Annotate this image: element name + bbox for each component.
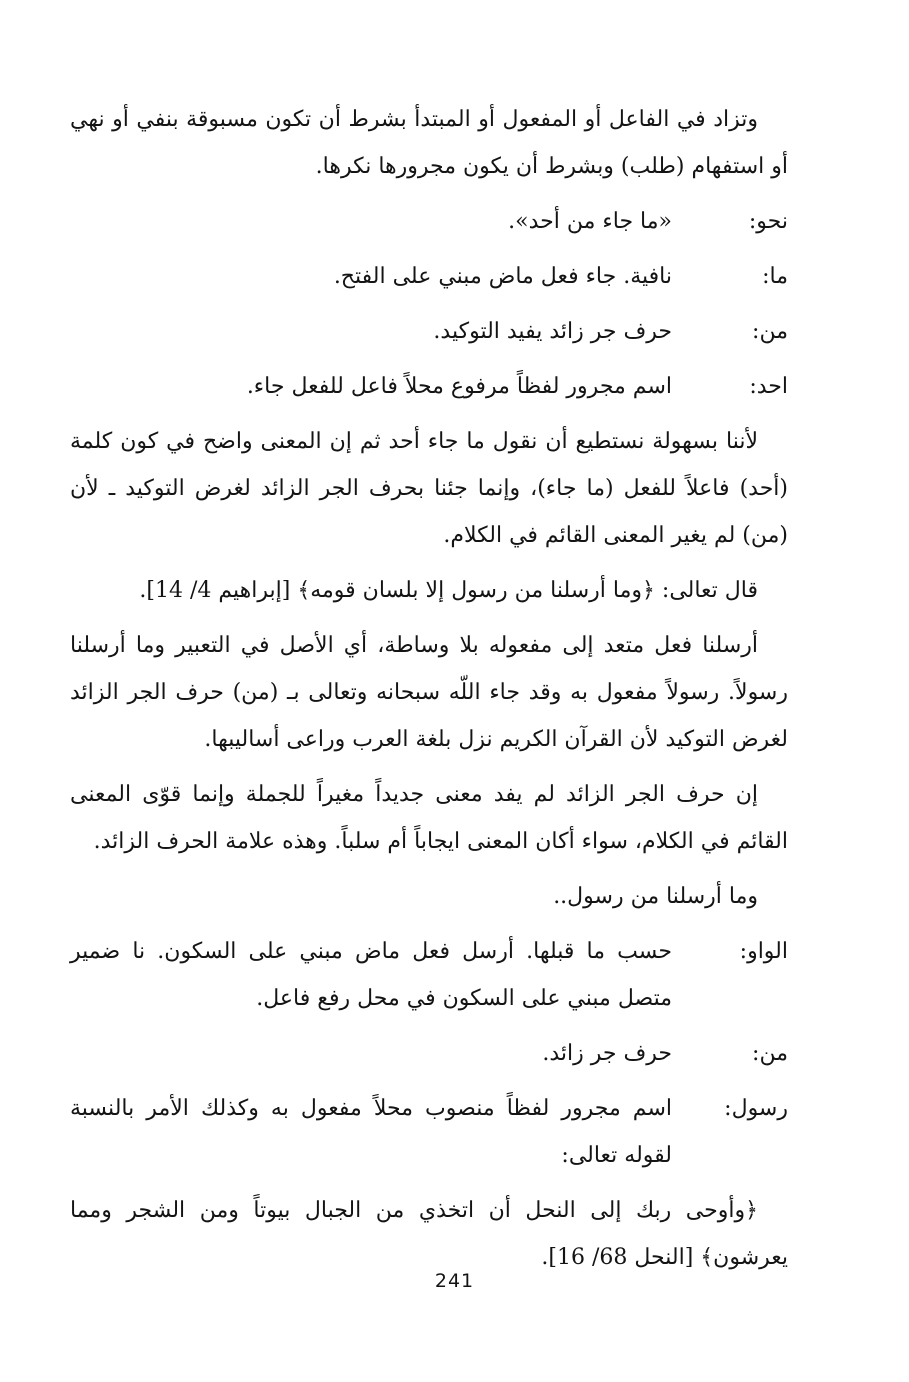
parsing-row <box>70 363 788 410</box>
parsing-label: نحو: <box>748 209 788 234</box>
parsing-text: اسم مجرور لفظاً مرفوع محلاً فاعل للفعل جاء. <box>246 374 672 399</box>
paragraph-intro: وتزاد في الفاعل أو المفعول أو المبتدأ بشرط أن تكون مسبوقة بنفي أو نهي أو استفهام (طلب) وبشرط أن يكون مجرورها نكرها. <box>70 107 788 179</box>
parsing-label: رسول: <box>724 1096 788 1121</box>
parsing-label: الواو: <box>739 939 788 964</box>
example-sentence: وما أرسلنا من رسول.. <box>553 884 758 909</box>
parsing-label: من: <box>752 319 788 344</box>
parsing-text: «ما جاء من أحد». <box>508 209 672 234</box>
parsing-text: نافية. جاء فعل ماض مبني على الفتح. <box>333 264 672 289</box>
parsing-text: حرف جر زائد يفيد التوكيد. <box>433 319 672 344</box>
parsing-text: حسب ما قبلها. أرسل فعل ماض مبني على السكون. نا ضمير متصل مبني على السكون في محل رفع فاعل. <box>70 939 672 1011</box>
parsing-block-2 <box>70 928 788 1179</box>
parsing-row <box>70 928 788 1022</box>
parsing-row <box>70 308 788 355</box>
parsing-text: اسم مجرور لفظاً منصوب محلاً مفعول به وكذلك الأمر بالنسبة لقوله تعالى: <box>70 1096 672 1168</box>
parsing-row <box>70 198 788 245</box>
paragraph-arsalna: أرسلنا فعل متعد إلى مفعوله بلا وساطة، أي الأصل في التعبير وما أرسلنا رسولاً. رسولاً مفعول به وقد جاء اللّه سبحانه وتعالى بـ (من) حرف الجر الزائد لغرض التوكيد لأن القرآن الكريم نزل بلغة العرب وراعى أساليبها. <box>70 633 788 752</box>
paragraph-explanation: لأننا بسهولة نستطيع أن نقول ما جاء أحد ثم إن المعنى واضح في كون كلمة (أحد) فاعلاً للفعل (ما جاء)، وإنما جئنا بحرف الجر الزائد لغرض التوكيد ـ لأن (من) لم يغير المعنى القائم في الكلام. <box>70 429 788 548</box>
quran-quote-ibrahim: قال تعالى: ﴿وما أرسلنا من رسول إلا بلسان قومه﴾ [إبراهيم 4/ 14]. <box>139 578 758 603</box>
page-number: 241 <box>434 1270 475 1292</box>
parsing-row <box>70 253 788 300</box>
parsing-row <box>70 1030 788 1077</box>
parsing-label: ما: <box>762 264 788 289</box>
page-body <box>70 96 788 1281</box>
parsing-block-1 <box>70 198 788 410</box>
quran-quote-nahl: ﴿وأوحى ربك إلى النحل أن اتخذي من الجبال بيوتاً ومن الشجر ومما يعرشون﴾ [النحل 68/ 16]. <box>70 1198 788 1270</box>
parsing-label: احد: <box>749 374 788 399</box>
parsing-text: حرف جر زائد. <box>542 1041 672 1066</box>
parsing-label: من: <box>752 1041 788 1066</box>
parsing-row <box>70 1085 788 1179</box>
paragraph-rule: إن حرف الجر الزائد لم يفد معنى جديداً مغيراً للجملة وإنما قوّى المعنى القائم في الكلام، سواء أكان المعنى ايجاباً أم سلباً. وهذه علامة الحرف الزائد. <box>70 782 788 854</box>
